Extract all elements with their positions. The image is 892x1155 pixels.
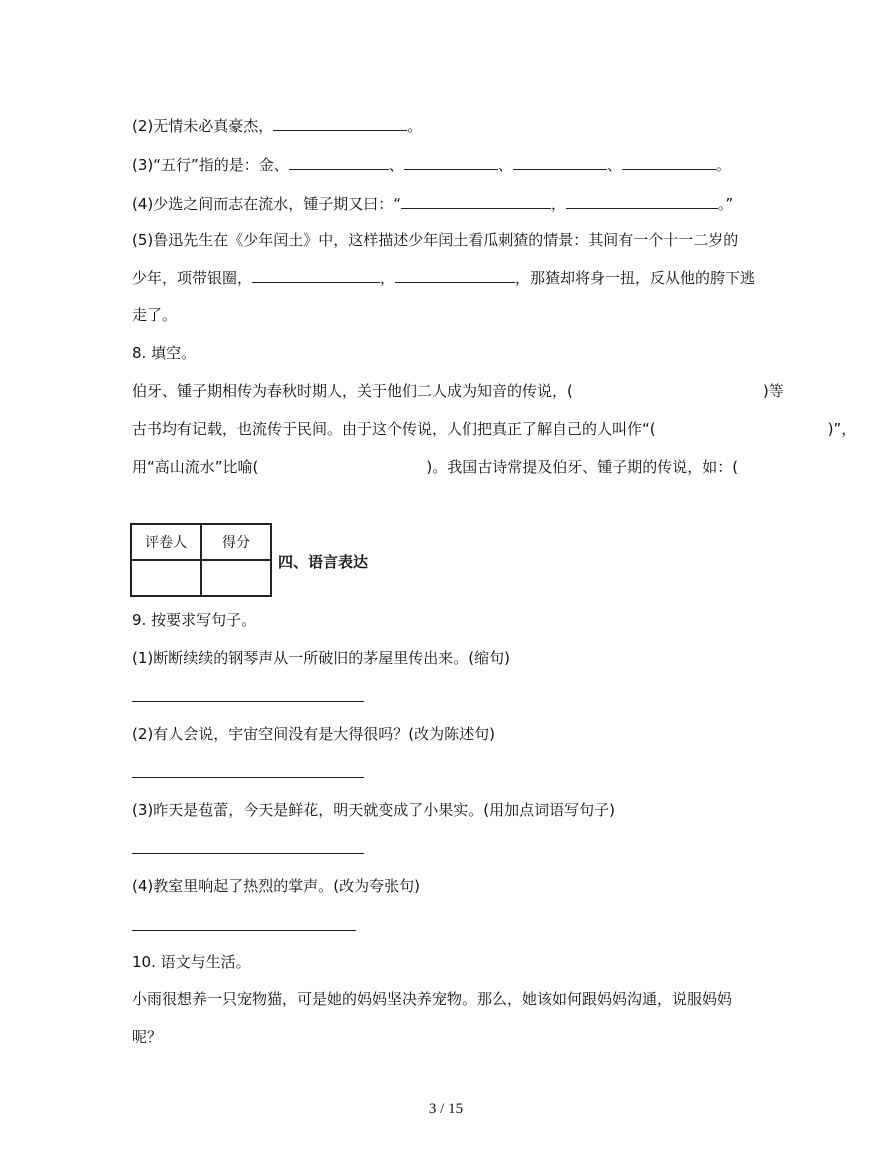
q7-part5-line1: (5)鲁迅先生在《少年闰土》中，这样描述少年闰土看瓜刺猹的情景：其间有一个十一二岁的 <box>132 231 739 249</box>
q10-line-1: 小雨很想养一只宠物猫，可是她的妈妈坚决养宠物。那么，她该如何跟妈妈沟通，说服妈妈 <box>132 990 733 1008</box>
q7-part2-blank[interactable] <box>273 116 407 131</box>
reviewer-cell[interactable] <box>131 560 201 596</box>
q7-part3-blank-4[interactable] <box>622 155 716 170</box>
q8-line3-start: 用“高山流水”比喻( <box>132 458 259 476</box>
q7-part4-text: (4)少选之间而志在流水，锺子期又曰：“ <box>132 195 402 213</box>
q9-answer-line-4[interactable] <box>132 930 356 931</box>
q9-sentence-4: (4)教室里响起了热烈的掌声。(改为夸张句) <box>132 877 420 895</box>
q8-line3 <box>132 457 738 477</box>
q7-part3 <box>132 155 731 175</box>
q8-line2 <box>132 419 856 439</box>
q7-part5-line3: 走了。 <box>132 306 178 324</box>
q8-line1 <box>132 381 784 401</box>
q9-sentence-1: (1)断断续续的钢琴声从一所破旧的茅屋里传出来。(缩句) <box>132 649 510 667</box>
q9-answer-line-1[interactable] <box>132 701 364 702</box>
q7-part3-blank-2[interactable] <box>404 155 498 170</box>
q7-part3-sep-2: 、 <box>497 156 513 174</box>
reviewer-header: 评卷人 <box>131 524 201 560</box>
q7-part4-sep: ， <box>551 195 567 213</box>
q10-title: 10. 语文与生活。 <box>132 953 251 971</box>
q8-line1-start: 伯牙、锺子期相传为春秋时期人，关于他们二人成为知音的传说，( <box>132 382 573 400</box>
q9-sentence-3: (3)昨天是苞蕾，今天是鲜花，明天就变成了小果实。(用加点词语写句子) <box>132 801 615 819</box>
q7-part3-sep-1: 、 <box>388 156 404 174</box>
q10-line-2: 呢？ <box>132 1028 163 1046</box>
q7-part4-blank-1[interactable] <box>401 194 551 209</box>
q9-title: 9. 按要求写句子。 <box>132 611 257 629</box>
q9-answer-line-3[interactable] <box>132 853 364 854</box>
q8-line3-end: )。我国古诗常提及伯牙、锺子期的传说，如：( <box>426 458 739 476</box>
q7-part3-sep-3: 、 <box>606 156 622 174</box>
q7-part3-blank-1[interactable] <box>289 155 389 170</box>
q7-part5-blank-1[interactable] <box>252 268 380 283</box>
q9-answer-line-2[interactable] <box>132 777 364 778</box>
q7-part2 <box>132 116 422 136</box>
q7-part5-sep: ， <box>380 269 396 287</box>
q8-line2-start: 古书均有记载，也流传于民间。由于这个传说，人们把真正了解自己的人叫作“( <box>132 420 656 438</box>
q7-part3-text: (3)“五行”指的是：金、 <box>132 156 289 174</box>
q7-part5-blank-2[interactable] <box>395 268 515 283</box>
q7-part5-line2-end: ，那猹却将身一扭，反从他的胯下逃 <box>515 269 756 287</box>
q7-part4 <box>132 194 733 214</box>
section-title: 四、语言表达 <box>278 553 369 571</box>
q7-part3-blank-3[interactable] <box>513 155 607 170</box>
score-table <box>130 523 272 597</box>
q8-title: 8. 填空。 <box>132 344 197 362</box>
q9-sentence-2: (2)有人会说，宇宙空间没有是大得很吗？(改为陈述句) <box>132 725 495 743</box>
page-number: 3 / 15 <box>428 1101 464 1117</box>
q8-line2-end: )”， <box>827 420 857 438</box>
q7-part4-blank-2[interactable] <box>566 194 718 209</box>
q7-part5-line2-start: 少年，项带银圈， <box>132 269 253 287</box>
q7-part4-end: 。” <box>718 195 734 213</box>
q7-part2-text: (2)无情未必真豪杰， <box>132 117 274 135</box>
q8-line1-end: )等 <box>762 382 784 400</box>
q7-part3-end: 。 <box>715 156 731 174</box>
q7-part2-end: 。 <box>407 117 423 135</box>
score-cell[interactable] <box>201 560 271 596</box>
score-header: 得分 <box>201 524 271 560</box>
q7-part5-line2 <box>132 268 755 288</box>
